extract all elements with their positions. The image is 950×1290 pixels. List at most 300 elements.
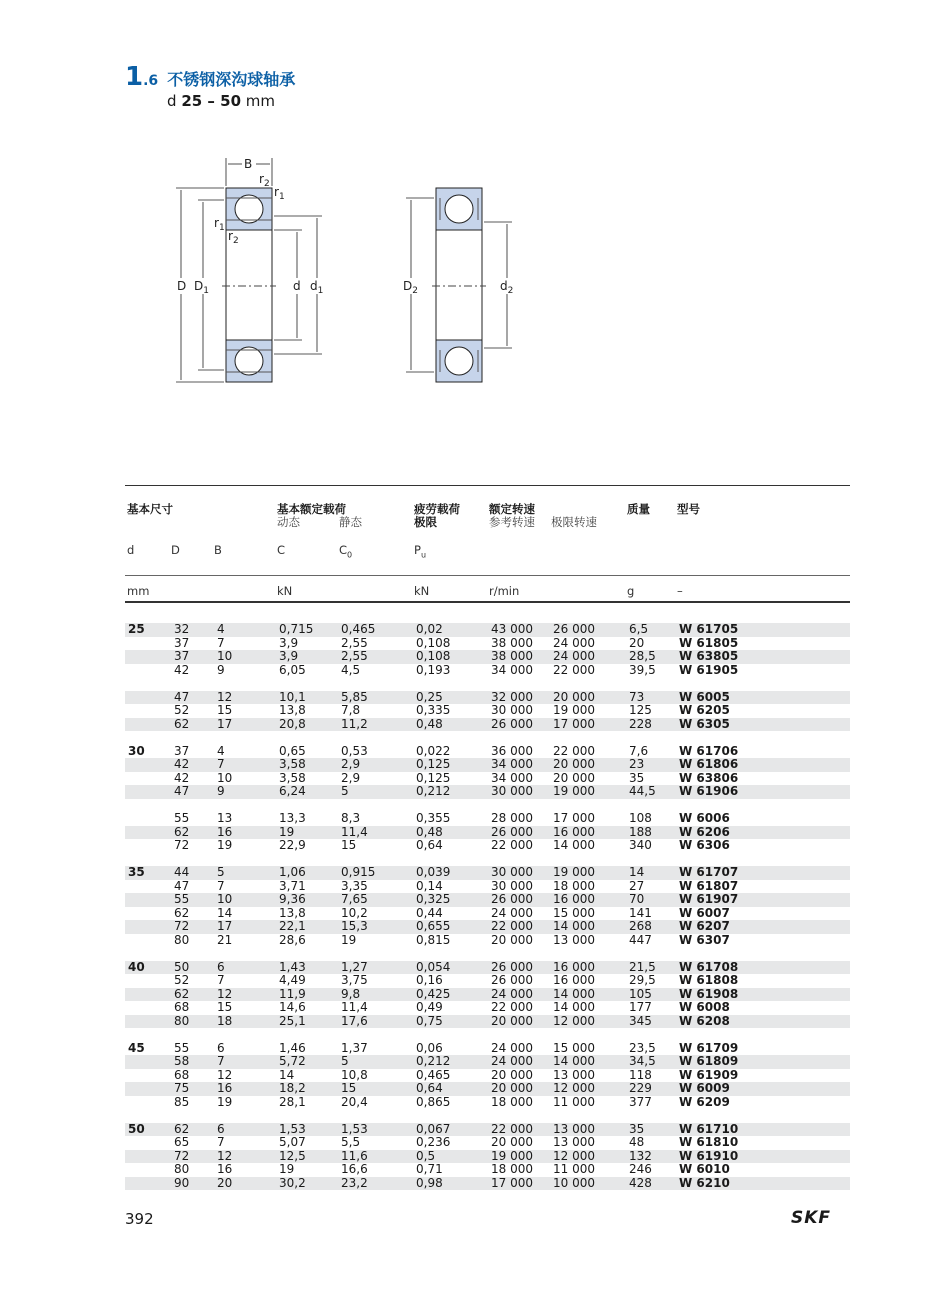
cell-pu: 0,14 xyxy=(416,878,443,893)
table-row xyxy=(125,893,850,907)
cell-m: 39,5 xyxy=(629,662,656,677)
cell-ref: 20 000 xyxy=(491,932,533,947)
cell-pu: 0,02 xyxy=(416,622,443,636)
table-row xyxy=(125,664,850,678)
cell-m: 27 xyxy=(629,878,645,893)
table-row xyxy=(125,704,850,718)
cell-ref: 43 000 xyxy=(491,622,533,636)
table-row xyxy=(125,637,850,651)
cell-pu: 0,25 xyxy=(416,689,443,704)
cell-des: W 61808 xyxy=(679,973,739,987)
cell-lim: 15 000 xyxy=(553,905,595,920)
cell-c: 4,49 xyxy=(279,973,306,987)
cell-ref: 17 000 xyxy=(491,1175,533,1190)
ball-bottom xyxy=(235,347,263,375)
cell-dd: 80 xyxy=(174,1162,190,1176)
cell-lim: 14 000 xyxy=(553,838,595,852)
cell-pu: 0,067 xyxy=(416,1121,451,1136)
shielded-ball-top xyxy=(445,195,473,223)
cell-c0: 15 xyxy=(341,1081,357,1095)
cell-ref: 20 000 xyxy=(491,1067,533,1082)
cell-c0: 1,37 xyxy=(341,1040,368,1055)
cell-b: 6 xyxy=(217,959,225,974)
cell-c0: 5 xyxy=(341,1054,349,1068)
label-d2-inner: $d_2$ xyxy=(500,279,514,296)
cell-c0: 0,465 xyxy=(341,622,376,636)
cell-b: 15 xyxy=(217,703,233,717)
cell-c: 3,71 xyxy=(279,878,306,893)
table-row xyxy=(125,1150,850,1164)
cell-dd: 55 xyxy=(174,1040,190,1055)
cell-lim: 16 000 xyxy=(553,973,595,987)
cell-c: 13,8 xyxy=(279,905,306,920)
cell-ref: 26 000 xyxy=(491,973,533,987)
cell-b: 10 xyxy=(217,892,233,906)
cell-ref: 24 000 xyxy=(491,905,533,920)
cell-lim: 17 000 xyxy=(553,811,595,825)
cell-des: W 61810 xyxy=(679,1135,739,1149)
cell-c0: 8,3 xyxy=(341,811,361,825)
cell-dd: 68 xyxy=(174,1000,190,1014)
unit-kn-load: kN xyxy=(277,584,293,598)
header-load-static: 静态 xyxy=(339,515,362,529)
page-number: 392 xyxy=(125,1210,154,1228)
cell-b: 12 xyxy=(217,1067,233,1082)
cell-m: 229 xyxy=(629,1081,652,1095)
section-subnumber: .6 xyxy=(143,73,159,89)
cell-ref: 34 000 xyxy=(491,757,533,771)
table-row xyxy=(125,826,850,840)
cell-ref: 30 000 xyxy=(491,865,533,879)
cell-des: W 6006 xyxy=(679,811,730,825)
cell-des: W 61707 xyxy=(679,865,739,879)
cell-c0: 0,915 xyxy=(341,865,376,879)
cell-lim: 19 000 xyxy=(553,865,595,879)
cell-c: 22,9 xyxy=(279,838,306,852)
cell-lim: 17 000 xyxy=(553,716,595,731)
cell-pu: 0,125 xyxy=(416,757,451,771)
cell-pu: 0,054 xyxy=(416,959,451,974)
cell-c0: 15 xyxy=(341,838,357,852)
cell-c: 14 xyxy=(279,1067,295,1082)
cell-des: W 61905 xyxy=(679,662,739,677)
cell-m: 28,5 xyxy=(629,649,656,663)
cell-dd: 52 xyxy=(174,973,190,987)
cell-c: 0,715 xyxy=(279,622,314,636)
cell-ref: 30 000 xyxy=(491,784,533,798)
cell-c: 11,9 xyxy=(279,986,306,1001)
cell-ref: 20 000 xyxy=(491,1081,533,1095)
cell-ref: 22 000 xyxy=(491,919,533,933)
cell-des: W 6207 xyxy=(679,919,730,933)
cell-c0: 9,8 xyxy=(341,986,361,1001)
cell-des: W 61910 xyxy=(679,1148,739,1163)
cell-b: 10 xyxy=(217,649,233,663)
header-fatigue: 疲劳载荷 极限 xyxy=(414,502,460,529)
cell-c: 20,8 xyxy=(279,716,306,731)
cell-b: 18 xyxy=(217,1013,233,1028)
cell-dd: 47 xyxy=(174,784,190,798)
table-row xyxy=(125,1001,850,1015)
cell-b: 10 xyxy=(217,770,233,785)
unit-mass: g xyxy=(627,584,635,598)
cell-c0: 0,53 xyxy=(341,743,368,758)
cell-pu: 0,355 xyxy=(416,811,451,825)
table-mid-rule xyxy=(125,575,850,576)
cell-des: W 63805 xyxy=(679,649,739,663)
header-basic-dimensions: 基本尺寸 xyxy=(127,502,173,516)
range-prefix: d xyxy=(167,92,177,110)
cell-d: 25 xyxy=(128,622,145,636)
cell-des: W 6010 xyxy=(679,1162,730,1176)
header-mass: 质量 xyxy=(627,502,650,516)
cell-c: 30,2 xyxy=(279,1175,306,1190)
cell-m: 125 xyxy=(629,703,652,717)
cell-c0: 5,5 xyxy=(341,1135,361,1149)
cell-dd: 47 xyxy=(174,689,190,704)
cell-lim: 14 000 xyxy=(553,919,595,933)
cell-lim: 22 000 xyxy=(553,743,595,758)
table-row xyxy=(125,1069,850,1083)
label-b: B xyxy=(244,157,253,171)
cell-b: 7 xyxy=(217,973,225,987)
cell-pu: 0,335 xyxy=(416,703,451,717)
cell-des: W 61906 xyxy=(679,784,739,798)
table-row xyxy=(125,812,850,826)
cell-ref: 24 000 xyxy=(491,986,533,1001)
table-row xyxy=(125,1096,850,1110)
cell-des: W 61805 xyxy=(679,635,739,650)
bearing-drawing xyxy=(0,0,950,470)
unit-mm: mm xyxy=(127,584,150,598)
cell-lim: 12 000 xyxy=(553,1148,595,1163)
cell-c0: 19 xyxy=(341,932,357,947)
cell-m: 141 xyxy=(629,905,652,920)
cell-b: 17 xyxy=(217,919,233,933)
cell-m: 21,5 xyxy=(629,959,656,974)
cell-dd: 37 xyxy=(174,649,190,663)
cell-m: 34,5 xyxy=(629,1054,656,1068)
table-row xyxy=(125,934,850,948)
cell-des: W 61907 xyxy=(679,892,739,906)
cell-c0: 10,2 xyxy=(341,905,368,920)
cell-b: 17 xyxy=(217,716,233,731)
header-speed-ref: 参考转速 xyxy=(489,515,535,529)
cell-c0: 10,8 xyxy=(341,1067,368,1082)
cell-c: 3,58 xyxy=(279,770,306,785)
cell-des: W 6306 xyxy=(679,838,730,852)
cell-ref: 34 000 xyxy=(491,662,533,677)
cell-des: W 6007 xyxy=(679,905,730,920)
cell-dd: 42 xyxy=(174,770,190,785)
cell-c0: 1,53 xyxy=(341,1121,368,1136)
cell-m: 44,5 xyxy=(629,784,656,798)
cell-c: 3,58 xyxy=(279,757,306,771)
cell-ref: 38 000 xyxy=(491,635,533,650)
cell-c: 22,1 xyxy=(279,919,306,933)
cell-lim: 13 000 xyxy=(553,1067,595,1082)
cell-b: 21 xyxy=(217,932,233,947)
cell-m: 73 xyxy=(629,689,645,704)
cell-ref: 26 000 xyxy=(491,959,533,974)
cell-ref: 34 000 xyxy=(491,770,533,785)
header-load-ratings: 基本额定载荷 xyxy=(277,502,346,516)
table-row xyxy=(125,1123,850,1137)
cell-dd: 62 xyxy=(174,986,190,1001)
cell-m: 118 xyxy=(629,1067,652,1082)
cell-ref: 24 000 xyxy=(491,1040,533,1055)
cell-des: W 6305 xyxy=(679,716,730,731)
cell-c: 0,65 xyxy=(279,743,306,758)
cell-c: 6,24 xyxy=(279,784,306,798)
cell-ref: 26 000 xyxy=(491,716,533,731)
cell-b: 13 xyxy=(217,811,233,825)
cell-m: 20 xyxy=(629,635,645,650)
cell-dd: 90 xyxy=(174,1175,190,1190)
cell-ref: 36 000 xyxy=(491,743,533,758)
cell-c0: 17,6 xyxy=(341,1013,368,1028)
range-value: 25 – 50 xyxy=(181,92,242,110)
cell-pu: 0,44 xyxy=(416,905,443,920)
table-row xyxy=(125,650,850,664)
cell-c: 1,06 xyxy=(279,865,306,879)
cell-m: 7,6 xyxy=(629,743,649,758)
cell-ref: 19 000 xyxy=(491,1148,533,1163)
cell-c0: 16,6 xyxy=(341,1162,368,1176)
cell-m: 35 xyxy=(629,1121,645,1136)
cell-des: W 6208 xyxy=(679,1013,730,1028)
cell-b: 7 xyxy=(217,878,225,893)
cell-lim: 16 000 xyxy=(553,824,595,839)
cell-lim: 24 000 xyxy=(553,635,595,650)
table-row xyxy=(125,866,850,880)
range-unit: mm xyxy=(245,92,276,110)
cell-dd: 65 xyxy=(174,1135,190,1149)
cell-lim: 14 000 xyxy=(553,1054,595,1068)
cell-c: 28,6 xyxy=(279,932,306,947)
cell-des: W 61809 xyxy=(679,1054,739,1068)
unit-kn-fatigue: kN xyxy=(414,584,430,598)
cell-c0: 2,55 xyxy=(341,649,368,663)
cell-lim: 24 000 xyxy=(553,649,595,663)
cell-dd: 62 xyxy=(174,1121,190,1136)
cell-dd: 62 xyxy=(174,716,190,731)
cell-c0: 11,4 xyxy=(341,1000,368,1014)
cell-c: 25,1 xyxy=(279,1013,306,1028)
cell-c0: 23,2 xyxy=(341,1175,368,1190)
cell-ref: 32 000 xyxy=(491,689,533,704)
cell-ref: 18 000 xyxy=(491,1162,533,1176)
cell-c0: 2,55 xyxy=(341,635,368,650)
table-row xyxy=(125,974,850,988)
cell-c0: 2,9 xyxy=(341,757,361,771)
cell-pu: 0,49 xyxy=(416,1000,443,1014)
cell-pu: 0,48 xyxy=(416,824,443,839)
cell-b: 12 xyxy=(217,689,233,704)
table-row xyxy=(125,1055,850,1069)
cell-b: 12 xyxy=(217,986,233,1001)
cell-lim: 14 000 xyxy=(553,1000,595,1014)
cell-des: W 63806 xyxy=(679,770,739,785)
header-designation: 型号 xyxy=(677,502,700,516)
cell-lim: 18 000 xyxy=(553,878,595,893)
cell-ref: 26 000 xyxy=(491,892,533,906)
cell-pu: 0,48 xyxy=(416,716,443,731)
cell-b: 19 xyxy=(217,838,233,852)
cell-pu: 0,465 xyxy=(416,1067,451,1082)
symbol-Pu: $P_u$ xyxy=(414,543,427,560)
cell-c0: 3,35 xyxy=(341,878,368,893)
cell-c: 10,1 xyxy=(279,689,306,704)
cell-c: 9,36 xyxy=(279,892,306,906)
table-row xyxy=(125,920,850,934)
cell-b: 4 xyxy=(217,622,225,636)
cell-pu: 0,06 xyxy=(416,1040,443,1055)
cell-d: 30 xyxy=(128,743,145,758)
unit-designation: – xyxy=(677,584,683,598)
cell-lim: 12 000 xyxy=(553,1013,595,1028)
cell-pu: 0,98 xyxy=(416,1175,443,1190)
cell-dd: 55 xyxy=(174,811,190,825)
cell-d: 40 xyxy=(128,959,145,974)
cell-b: 7 xyxy=(217,1054,225,1068)
cell-pu: 0,193 xyxy=(416,662,451,677)
cell-dd: 37 xyxy=(174,743,190,758)
cell-m: 447 xyxy=(629,932,652,947)
cell-ref: 22 000 xyxy=(491,1121,533,1136)
cell-dd: 72 xyxy=(174,1148,190,1163)
cell-pu: 0,236 xyxy=(416,1135,451,1149)
cell-b: 6 xyxy=(217,1040,225,1055)
cell-m: 14 xyxy=(629,865,645,879)
cell-lim: 16 000 xyxy=(553,959,595,974)
cell-c: 19 xyxy=(279,1162,295,1176)
cell-dd: 42 xyxy=(174,662,190,677)
cell-m: 105 xyxy=(629,986,652,1001)
cell-ref: 28 000 xyxy=(491,811,533,825)
table-row xyxy=(125,623,850,637)
cell-c0: 11,6 xyxy=(341,1148,368,1163)
table-row xyxy=(125,691,850,705)
cell-c0: 20,4 xyxy=(341,1094,368,1109)
symbol-D: D xyxy=(171,543,180,557)
table-row xyxy=(125,772,850,786)
cell-b: 19 xyxy=(217,1094,233,1109)
cell-ref: 24 000 xyxy=(491,1054,533,1068)
cell-b: 12 xyxy=(217,1148,233,1163)
cell-m: 23 xyxy=(629,757,645,771)
cell-c0: 15,3 xyxy=(341,919,368,933)
cell-dd: 62 xyxy=(174,824,190,839)
cell-ref: 38 000 xyxy=(491,649,533,663)
cell-dd: 37 xyxy=(174,635,190,650)
cell-c0: 3,75 xyxy=(341,973,368,987)
cell-c: 1,53 xyxy=(279,1121,306,1136)
cell-c0: 11,4 xyxy=(341,824,368,839)
cell-lim: 13 000 xyxy=(553,1121,595,1136)
cell-b: 15 xyxy=(217,1000,233,1014)
cell-pu: 0,16 xyxy=(416,973,443,987)
symbol-C0: $C_0$ xyxy=(339,543,353,560)
cell-m: 177 xyxy=(629,1000,652,1014)
label-d1-outer: $D_1$ xyxy=(194,279,209,296)
cell-pu: 0,64 xyxy=(416,838,443,852)
cell-des: W 6005 xyxy=(679,689,730,704)
cell-ref: 20 000 xyxy=(491,1135,533,1149)
cell-des: W 61709 xyxy=(679,1040,739,1055)
cell-pu: 0,71 xyxy=(416,1162,443,1176)
cell-d: 45 xyxy=(128,1040,145,1055)
table-row xyxy=(125,1136,850,1150)
table-row xyxy=(125,785,850,799)
cell-des: W 61708 xyxy=(679,959,739,974)
cell-des: W 6206 xyxy=(679,824,730,839)
cell-c0: 7,8 xyxy=(341,703,361,717)
label-bore-d: d xyxy=(293,279,301,293)
cell-m: 29,5 xyxy=(629,973,656,987)
cell-des: W 6008 xyxy=(679,1000,730,1014)
cell-dd: 47 xyxy=(174,878,190,893)
cell-m: 246 xyxy=(629,1162,652,1176)
label-r1-left: $r_1$ xyxy=(214,216,225,233)
cell-c: 5,72 xyxy=(279,1054,306,1068)
cell-ref: 18 000 xyxy=(491,1094,533,1109)
cell-m: 23,5 xyxy=(629,1040,656,1055)
cell-pu: 0,212 xyxy=(416,1054,451,1068)
cell-dd: 68 xyxy=(174,1067,190,1082)
cell-lim: 11 000 xyxy=(553,1094,595,1109)
cell-lim: 26 000 xyxy=(553,622,595,636)
cell-b: 9 xyxy=(217,662,225,677)
section-title: 不锈钢深沟球轴承 xyxy=(167,70,296,89)
cell-c: 5,07 xyxy=(279,1135,306,1149)
cell-m: 48 xyxy=(629,1135,645,1149)
label-d2-outer: $D_2$ xyxy=(403,279,418,296)
skf-logo: SKF xyxy=(791,1208,832,1228)
cell-c0: 4,5 xyxy=(341,662,361,677)
cell-ref: 20 000 xyxy=(491,1013,533,1028)
cell-m: 35 xyxy=(629,770,645,785)
symbol-B: B xyxy=(214,543,222,557)
cell-dd: 80 xyxy=(174,1013,190,1028)
cell-des: W 61909 xyxy=(679,1067,739,1082)
cell-pu: 0,64 xyxy=(416,1081,443,1095)
cell-b: 9 xyxy=(217,784,225,798)
table-row xyxy=(125,758,850,772)
table-row xyxy=(125,1042,850,1056)
cell-pu: 0,325 xyxy=(416,892,451,906)
cell-dd: 72 xyxy=(174,838,190,852)
table-row xyxy=(125,745,850,759)
cell-c: 19 xyxy=(279,824,295,839)
cell-b: 4 xyxy=(217,743,225,758)
unit-speed: r/min xyxy=(489,584,520,598)
cell-pu: 0,655 xyxy=(416,919,451,933)
cell-m: 340 xyxy=(629,838,652,852)
table-row xyxy=(125,988,850,1002)
cell-dd: 85 xyxy=(174,1094,190,1109)
cell-dd: 55 xyxy=(174,892,190,906)
cell-pu: 0,108 xyxy=(416,635,451,650)
cell-ref: 30 000 xyxy=(491,878,533,893)
cell-dd: 50 xyxy=(174,959,190,974)
label-r2-top: $r_2$ xyxy=(259,172,270,189)
cell-ref: 22 000 xyxy=(491,1000,533,1014)
cell-dd: 32 xyxy=(174,622,190,636)
cell-c0: 11,2 xyxy=(341,716,368,731)
cell-m: 108 xyxy=(629,811,652,825)
cell-lim: 16 000 xyxy=(553,892,595,906)
